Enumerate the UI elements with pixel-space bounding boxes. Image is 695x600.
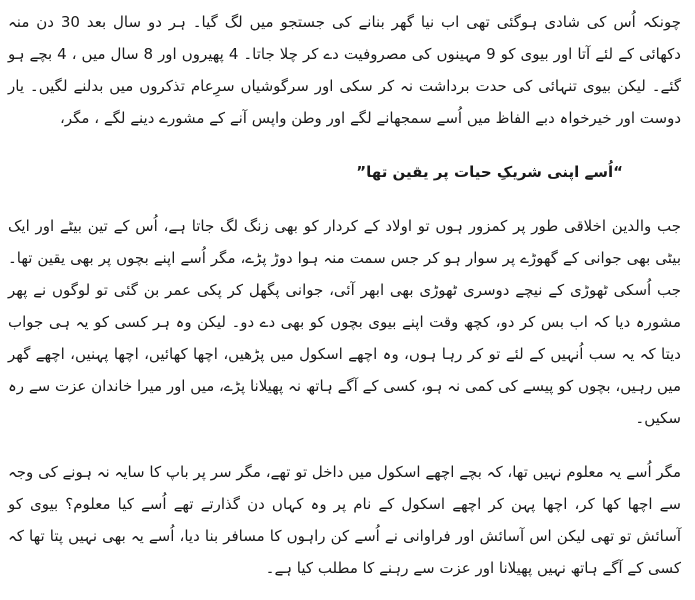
quote-line: “اُسے اپنی شریکِ حیات پر یقین تھا” <box>356 163 623 181</box>
paragraph-3: مگر اُسے یہ معلوم نہیں تھا، کہ بچے اچھے اسکول میں داخل تو تھے، مگر سر پر باپ کا سایہ نہ ہونے کی وجہ سے اچھا کھا کر، اچھا پہن کر اچھے اسکول کے نام پر وہ کہاں دن گذارتے تھے اُسے کیا معلوم؟ بیوی کو آسائش تو تھی لیکن اس آسائش اور فراوانی نے اُسے کن راہوں کا مسافر بنا دیا، اُسے یہ بھی نہیں پتا تھا کہ کسی کے آگے ہاتھ نہیں پھیلانا اور عزت سے رہنے کا مطلب کیا ہے۔ <box>8 463 681 577</box>
paragraph-1: چونکہ اُس کی شادی ہوگئی تھی اب نیا گھر بنانے کی جستجو میں لگ گیا۔ ہر دو سال بعد 30 دن منہ دکھائی کے لئے آتا اور بیوی کو 9 مہینوں کی مصروفیت دے کر چلا جاتا۔ 4 پھیروں اور 8 سال میں ، 4 بچے ہو گئے۔ لیکن بیوی تنہائی کی حدت برداشت نہ کر سکی اور سرگوشیاں سرِعام تذکروں میں بدلنے لگیں۔ یار دوست اور خیرخواہ دبے الفاظ میں اُسے سمجھانے لگے اور وطن واپس آنے کے مشورے دینے لگے ، مگر، <box>8 13 681 127</box>
article-body <box>8 6 681 584</box>
paragraph-2: جب والدین اخلاقی طور پر کمزور ہوں تو اولاد کے کردار کو بھی زنگ لگ جاتا ہے، اُس کے تین بیٹے اور ایک بیٹی بھی جوانی کے گھوڑے پر سوار ہو کر جس سمت منہ ہوا دوڑ پڑے، مگر اُسے اپنے بچوں پر بھی یقین تھا۔ جب اُسکی ٹھوڑی کے نیچے دوسری ٹھوڑی بھی ابھر آئی، جوانی پگھل کر پکی عمر بن گئی تو لوگوں نے پھر مشورہ دیا کہ اب بس کر دو، کچھ وقت اپنے بیوی بچوں کو بھی دے دو۔ لیکن وہ ہر کسی کو یہ ہی جواب دیتا کہ یہ سب اُنہیں کے لئے تو کر رہا ہوں، وہ اچھے اسکول میں پڑھیں، اچھا کھائیں، اچھا پہنیں، اچھے گھر میں رہیں، بچوں کو پیسے کی کمی نہ ہو، کسی کے آگے ہاتھ نہ پھیلانا پڑے، میں اور میرا خاندان عزت سے رہ سکیں۔ <box>8 217 681 427</box>
